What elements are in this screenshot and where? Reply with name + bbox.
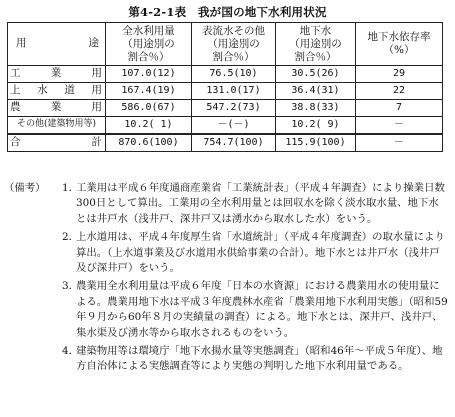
header-use-a: 用	[16, 37, 41, 49]
cell-ground: 38.8(33)	[276, 100, 356, 117]
cell-use: 上水道用	[8, 83, 106, 100]
cell-rate: －	[356, 117, 443, 135]
table-title: 第4-2-1表 我が国の地下水利用状況	[128, 5, 327, 19]
note-number: 4．	[62, 345, 80, 358]
cell-rate: －	[356, 134, 443, 152]
cell-use: 農業用	[8, 100, 106, 117]
cell-total: 10.2( 1)	[106, 117, 192, 135]
header-rate-line2: （%）	[383, 44, 415, 56]
header-rate-line1: 地下水依存率	[367, 31, 431, 43]
header-total-water	[106, 23, 192, 66]
groundwater-use-table	[7, 22, 443, 152]
cell-ground: 115.9(100)	[276, 134, 356, 152]
note-text: 建築物用等は環境庁「地下水揚水量等実態調査」（昭和46年～平成５年度）、地方自治体による実態調査等により実態の判明した地下水利用量である。	[76, 345, 443, 373]
header-ground-line2: （用途別の	[289, 37, 342, 50]
cell-ground: 36.4(31)	[276, 83, 356, 100]
note-number: 3．	[62, 280, 80, 293]
notes-section	[4, 181, 448, 378]
cell-use: 工業用	[8, 66, 106, 83]
cell-rate: 29	[356, 66, 443, 83]
header-groundwater	[276, 23, 356, 66]
cell-ground: 10.2( 9)	[276, 117, 356, 135]
table-row-waterworks	[8, 83, 443, 100]
header-use	[8, 23, 106, 66]
cell-rate: 22	[356, 83, 443, 100]
header-surface-line3: 割合％）	[212, 50, 255, 63]
header-dependency-rate	[356, 23, 443, 66]
cell-surface: －(－)	[192, 117, 276, 135]
note-item	[4, 181, 448, 227]
note-number: 2．	[62, 231, 80, 244]
note-number: 1．	[62, 182, 80, 194]
header-surface-water	[192, 23, 276, 66]
note-item	[4, 230, 448, 276]
table-header-row	[8, 23, 443, 66]
notes-label: （備考）	[4, 182, 46, 194]
cell-surface: 547.2(73)	[192, 100, 276, 117]
note-item	[4, 279, 448, 341]
cell-rate: 7	[356, 100, 443, 117]
header-total-line1: 全水利用量	[122, 24, 175, 37]
table-row-total	[8, 134, 443, 152]
cell-total: 870.6(100)	[106, 134, 192, 152]
header-use-b: 途	[88, 37, 99, 49]
cell-surface: 754.7(100)	[192, 134, 276, 152]
cell-total: 586.0(67)	[106, 100, 192, 117]
note-item	[4, 344, 448, 375]
cell-total: 167.4(19)	[106, 83, 192, 100]
table-row-agricultural	[8, 100, 443, 117]
note-text: 上水道用は、平成４年度厚生省「水道統計」（平成４年度調査）の取水量により算出。（上水道事業及び水道用水供給事業の合計）。地下水とは井戸水（浅井戸及び深井戸）をいう。	[76, 231, 445, 275]
cell-use: その他(建築物用等)	[8, 117, 106, 135]
header-ground-line3: 割合％）	[294, 50, 337, 63]
cell-total: 107.0(12)	[106, 66, 192, 83]
cell-surface: 76.5(10)	[192, 66, 276, 83]
table-row-industrial	[8, 66, 443, 83]
header-ground-line1: 地下水	[299, 24, 332, 37]
cell-ground: 30.5(26)	[276, 66, 356, 83]
note-text: 農業用全水利用量は平成６年度「日本の水資源」における農業用水の使用量による。農業用地下水は平成３年度農林水産省「農業用地下水利用実態」（昭和59年９月から60年８月の実績量の調査）による。地下水とは、深井戸、浅井戸、集水渠及び湧水等から取水されるものをいう。	[76, 280, 448, 339]
note-text: 工業用は平成６年度通商産業省「工業統計表」（平成４年調査）により操業日数300日として算出。工業用の全水利用量とは回収水を除く淡水取水量、地下水とは井戸水（浅井戸、深井戸又は湧水から取水した水）をいう。	[76, 182, 445, 225]
cell-use: 合計	[8, 134, 106, 152]
header-surface-line1: 表流水その他	[202, 24, 265, 37]
header-total-line3: 割合％）	[127, 50, 170, 63]
header-total-line2: （用途別の	[122, 37, 175, 50]
table-row-other	[8, 117, 443, 135]
header-surface-line2: （用途別の	[207, 37, 260, 50]
cell-surface: 131.0(17)	[192, 83, 276, 100]
